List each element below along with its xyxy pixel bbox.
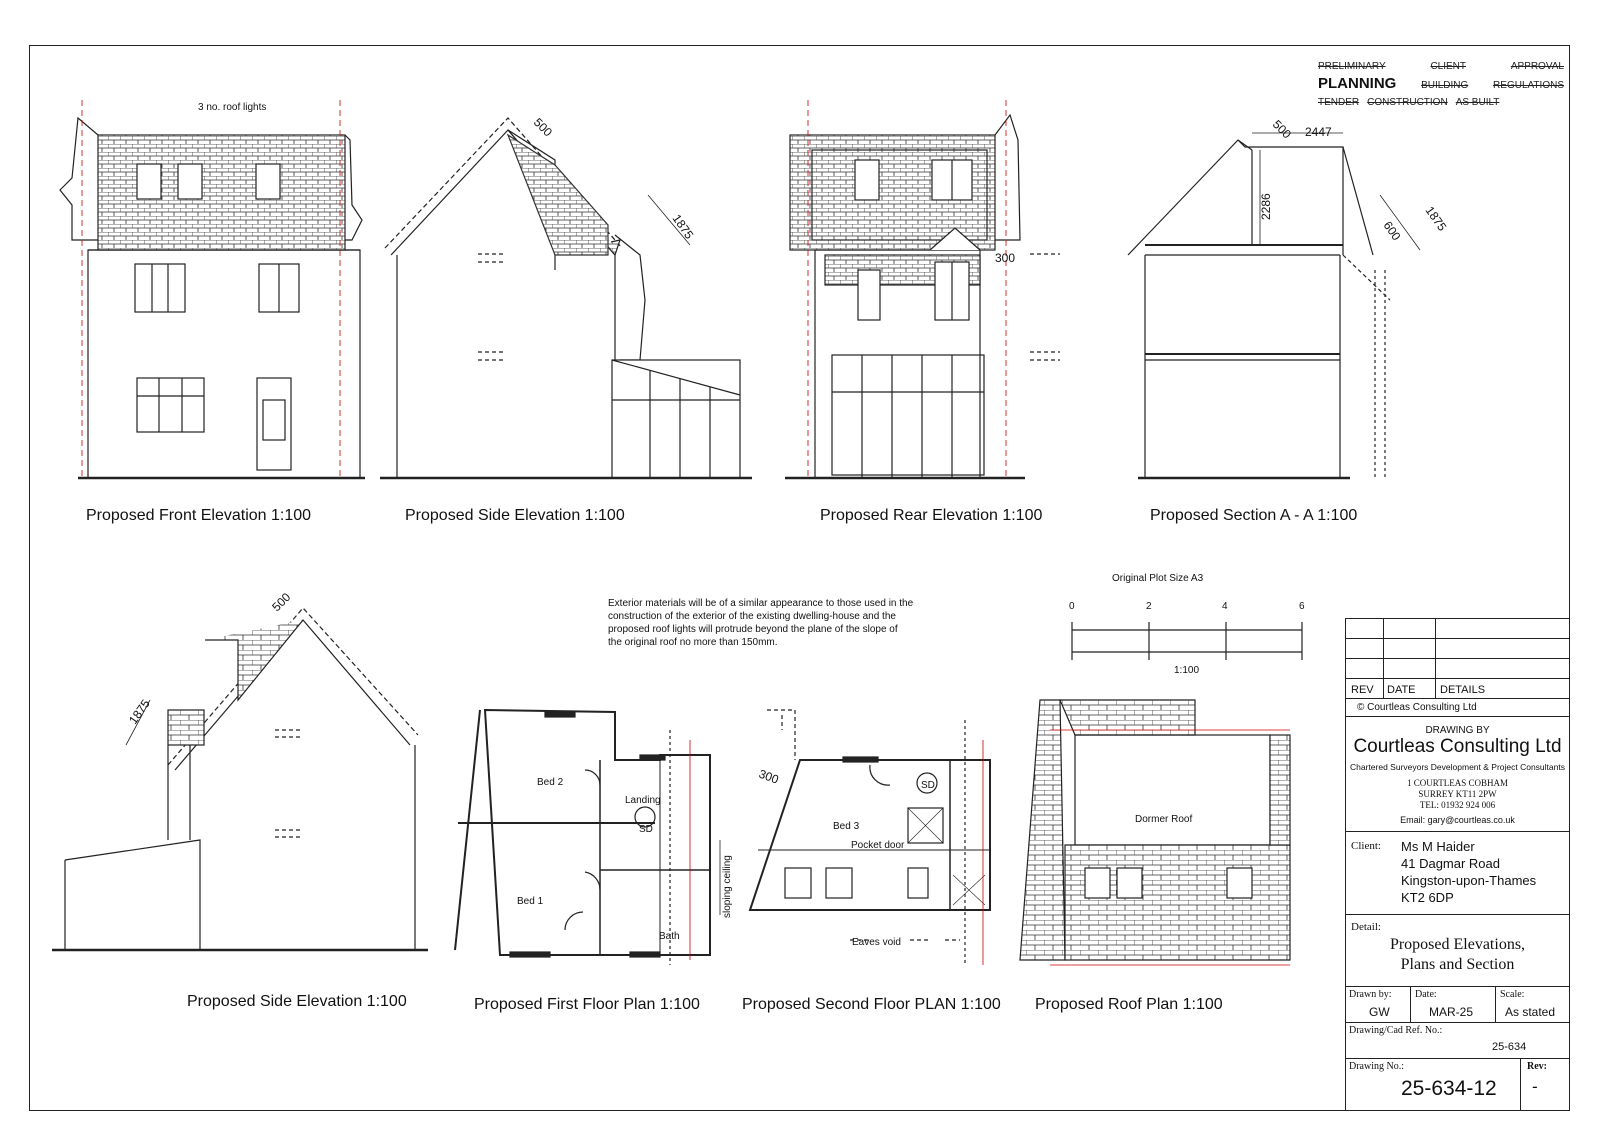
caption-side-elevation-bottom: Proposed Side Elevation 1:100 [187, 993, 407, 1010]
date-value: MAR-25 [1429, 1005, 1474, 1019]
section-dim-1875: 1875 [1422, 203, 1450, 234]
materials-note-line-4: the original roof no more than 150mm. [608, 637, 778, 648]
room-bed-1: Bed 1 [517, 896, 544, 907]
smoke-detector-1: SD [639, 824, 653, 835]
details-header: DETAILS [1440, 684, 1486, 696]
caption-side-elevation-top: Proposed Side Elevation 1:100 [405, 507, 625, 524]
rev-header: REV [1351, 684, 1374, 696]
room-bed-3: Bed 3 [833, 821, 860, 832]
caption-first-floor-plan: Proposed First Floor Plan 1:100 [474, 996, 700, 1013]
detail-label: Detail: [1351, 921, 1381, 933]
title-block [1345, 618, 1570, 1111]
client-name: Ms M Haider [1401, 839, 1475, 854]
caption-roof-plan: Proposed Roof Plan 1:100 [1035, 996, 1223, 1013]
rev-value: - [1532, 1077, 1538, 1096]
roof-plan [1020, 700, 1290, 965]
address-line-2: SURREY KT11 2PW [1418, 789, 1497, 799]
address-line-3: TEL: 01932 924 006 [1419, 800, 1496, 810]
status-building: BUILDING [1421, 80, 1469, 91]
room-bath: Bath [659, 931, 680, 942]
scale-bar-tick-4: 4 [1222, 601, 1228, 612]
status-tender: TENDER [1318, 97, 1360, 108]
client-label: Client: [1351, 840, 1381, 852]
status-planning: PLANNING [1318, 75, 1397, 92]
caption-rear-elevation: Proposed Rear Elevation 1:100 [820, 507, 1043, 524]
second-floor-dim-300: 300 [756, 766, 781, 787]
side-elevation-top [380, 118, 752, 478]
caption-section: Proposed Section A - A 1:100 [1150, 507, 1358, 524]
client-postcode: KT2 6DP [1401, 890, 1454, 905]
date-header: DATE [1387, 684, 1416, 696]
cad-ref-value: 25-634 [1492, 1041, 1527, 1053]
status-as-built: AS BUILT [1455, 97, 1500, 108]
detail-line-2: Plans and Section [1400, 956, 1515, 973]
scale-value: As stated [1505, 1005, 1556, 1019]
pocket-door-label: Pocket door [851, 840, 905, 851]
client-address-2: Kingston-upon-Thames [1401, 873, 1537, 888]
section-dim-2447: 2447 [1305, 125, 1332, 139]
drawing-no-value: 25-634-12 [1401, 1077, 1497, 1100]
company-tagline: Chartered Surveyors Development & Project Consultants [1350, 762, 1565, 772]
date-label: Date: [1415, 989, 1437, 1000]
scale-bar [1072, 622, 1302, 660]
drawn-by-value: GW [1369, 1005, 1390, 1019]
rear-dim-300: 300 [995, 251, 1016, 265]
status-construction: CONSTRUCTION [1367, 97, 1448, 108]
side-bottom-dim-500: 500 [269, 590, 294, 615]
scale-bar-tick-2: 2 [1146, 601, 1152, 612]
scale-bar-title: Original Plot Size A3 [1112, 573, 1204, 584]
rear-elevation [785, 100, 1060, 480]
second-floor-plan [720, 710, 990, 965]
section-aa [1128, 133, 1420, 478]
sloping-ceiling-label: sloping ceiling [722, 855, 733, 918]
status-client: CLIENT [1430, 61, 1466, 72]
side-elevation-bottom [52, 608, 428, 950]
materials-note-line-2: construction of the exterior of the existing dwelling-house and the [608, 611, 896, 622]
dormer-roof-label: Dormer Roof [1135, 814, 1193, 825]
eaves-void-label: Eaves void [852, 937, 901, 948]
cad-ref-label: Drawing/Cad Ref. No.: [1349, 1025, 1443, 1036]
copyright-text: © Courtleas Consulting Ltd [1357, 702, 1477, 713]
rev-label: Rev: [1527, 1061, 1547, 1072]
status-preliminary: PRELIMINARY [1318, 61, 1386, 72]
drawn-by-label: Drawn by: [1349, 989, 1392, 1000]
side-top-dim-1875: 1875 [669, 211, 697, 242]
scale-label: Scale: [1500, 989, 1525, 1000]
company-email: Email: gary@courtleas.co.uk [1400, 815, 1515, 825]
drawing-no-label: Drawing No.: [1349, 1061, 1404, 1072]
section-dim-600: 600 [1380, 218, 1404, 244]
scale-bar-scale: 1:100 [1174, 665, 1200, 676]
room-landing: Landing [625, 795, 661, 806]
caption-second-floor-plan: Proposed Second Floor PLAN 1:100 [742, 996, 1001, 1013]
scale-bar-tick-0: 0 [1069, 601, 1075, 612]
first-floor-plan [455, 710, 710, 965]
status-approval: APPROVAL [1510, 61, 1564, 72]
status-regulations: REGULATIONS [1493, 80, 1564, 91]
scale-bar-tick-6: 6 [1299, 601, 1305, 612]
section-dim-2286: 2286 [1259, 193, 1273, 220]
front-elevation [60, 100, 365, 480]
address-line-1: 1 COURTLEAS COBHAM [1407, 778, 1508, 788]
caption-front-elevation: Proposed Front Elevation 1:100 [86, 507, 312, 524]
side-bottom-dim-1875: 1875 [125, 696, 153, 727]
drawing-by-label: DRAWING BY [1425, 725, 1490, 736]
client-address-1: 41 Dagmar Road [1401, 856, 1500, 871]
company-name: Courtleas Consulting Ltd [1353, 736, 1562, 757]
materials-note-line-3: proposed roof lights will protrude beyond the plane of the slope of [608, 624, 898, 635]
detail-line-1: Proposed Elevations, [1389, 936, 1526, 953]
smoke-detector-2: SD [921, 780, 935, 791]
room-bed-2: Bed 2 [537, 777, 564, 788]
roof-lights-note: 3 no. roof lights [198, 102, 267, 113]
materials-note-line-1: Exterior materials will be of a similar appearance to those used in the [608, 598, 914, 609]
section-dim-500: 500 [1269, 117, 1294, 142]
side-top-dim-500: 500 [530, 115, 555, 140]
